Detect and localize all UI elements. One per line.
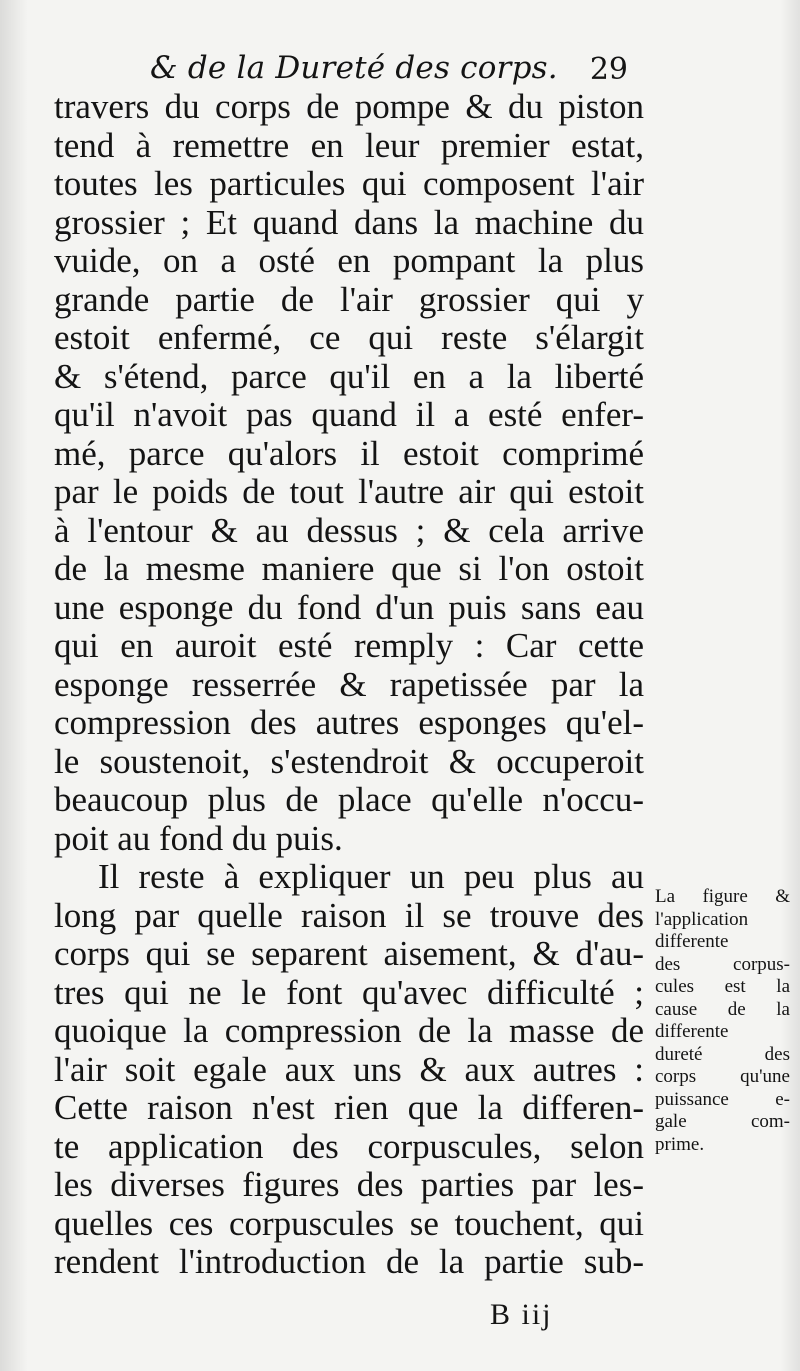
text-line: poit au fond du puis. [54, 818, 343, 858]
text-line: rendent l'introduction de la partie sub- [54, 1242, 644, 1281]
margin-note-line: l'application [655, 908, 749, 930]
text-line: esponge resserrée & rapetissée par la [54, 664, 644, 704]
margin-note-line: gale com- [655, 1111, 790, 1132]
text-line: te application des corpuscules, selon [54, 1126, 644, 1166]
text-line: estoit enfermé, ce qui reste s'élargit [54, 318, 644, 357]
main-text [54, 88, 644, 1282]
text-line: tres qui ne le font qu'avec difficulté ; [54, 972, 644, 1012]
text-line: grossier ; Et quand dans la machine du [54, 202, 644, 242]
margin-note-line: dureté des [655, 1043, 790, 1065]
signature-mark: B iij [490, 1298, 553, 1331]
margin-note-line: prime. [655, 1133, 705, 1155]
text-line: l'air soit egale aux uns & aux autres : [54, 1049, 644, 1089]
text-line: quelles ces corpuscules se touchent, qui [54, 1203, 644, 1243]
page-number: 29 [589, 52, 628, 87]
running-title: & de la Dureté des corps. [150, 50, 558, 86]
text-line: compression des autres esponges qu'el- [54, 703, 644, 742]
text-line: vuide, on a osté en pompant la plus [54, 241, 644, 280]
margin-note [655, 886, 790, 1156]
text-line: long par quelle raison il se trouve des [54, 895, 644, 935]
text-line: travers du corps de pompe & du piston [54, 87, 644, 126]
margin-note-line: cules est la [655, 976, 790, 997]
text-line: une esponge du fond d'un puis sans eau [54, 587, 644, 627]
margin-note-line: differente [655, 1021, 729, 1042]
text-line: à l'entour & au dessus ; & cela arrive [54, 510, 644, 550]
text-line: tend à remettre en leur premier estat, [54, 125, 644, 165]
text-line: qu'il n'avoit pas quand il a esté enfer- [54, 395, 644, 434]
margin-note-line: La figure & [655, 886, 790, 907]
text-line: par le poids de tout l'autre air qui estoit [54, 472, 644, 511]
text-line: de la mesme maniere que si l'on ostoit [54, 549, 644, 588]
margin-note-line: puissance e- [655, 1088, 790, 1110]
text-line: Il reste à expliquer un peu plus au [98, 857, 644, 896]
margin-note-line: des corpus- [655, 953, 790, 975]
page-header [150, 50, 650, 90]
text-line: le soustenoit, s'estendroit & occuperoit [54, 741, 644, 781]
text-line: toutes les particules qui composent l'air [54, 164, 644, 203]
text-line: grande partie de l'air grossier qui y [54, 279, 644, 319]
margin-note-line: differente [655, 931, 729, 952]
text-line: corps qui se separent aisement, & d'au- [54, 934, 644, 973]
text-line: Cette raison n'est rien que la differen- [54, 1088, 644, 1127]
margin-note-line: corps qu'une [655, 1066, 790, 1087]
text-line: beaucoup plus de place qu'elle n'occu- [54, 780, 644, 819]
margin-note-line: cause de la [655, 998, 790, 1020]
text-line: quoique la compression de la masse de [54, 1011, 644, 1050]
text-line: & s'étend, parce qu'il en a la liberté [54, 356, 644, 396]
text-line: mé, parce qu'alors il estoit comprimé [54, 433, 644, 473]
text-line: qui en auroit esté remply : Car cette [54, 626, 644, 665]
text-line: les diverses figures des parties par les- [54, 1165, 644, 1204]
